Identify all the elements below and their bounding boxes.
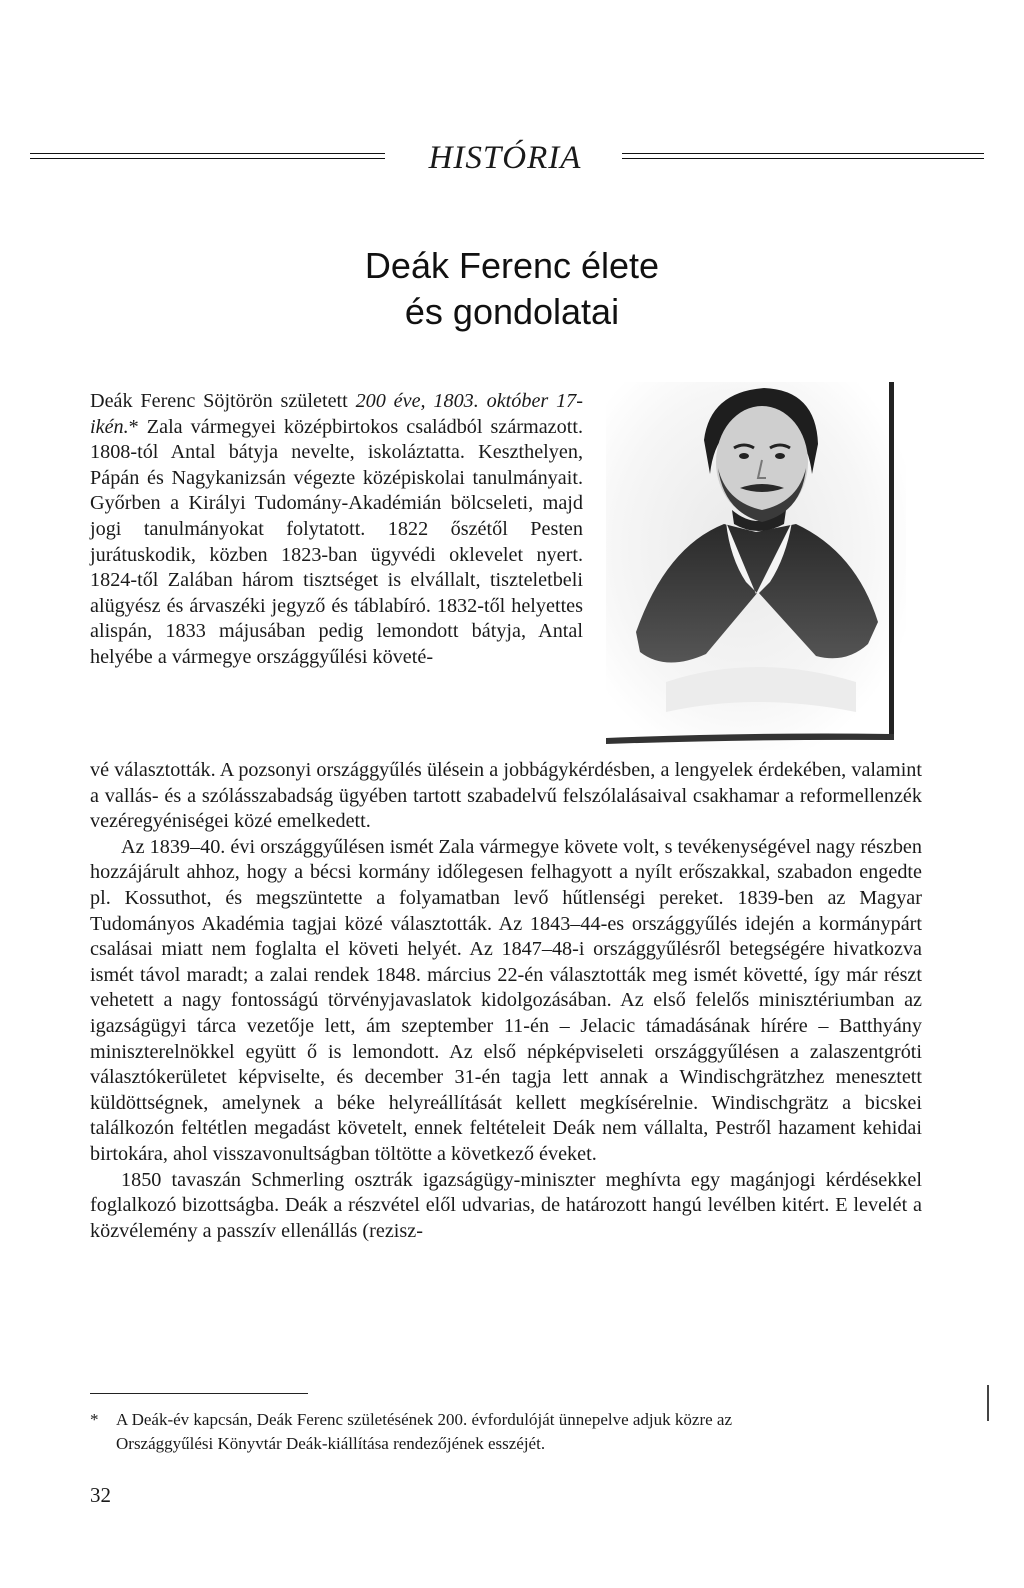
margin-mark bbox=[987, 1385, 989, 1421]
footnote-separator bbox=[90, 1393, 308, 1394]
paragraph-1-continued: vé választották. A pozsonyi országgyűlés ülésein a jobbágykérdésben, a lengyelek érdekében, valamint a vallás- és a szólásszabadság ügyében tartott szabadelvű felszólalásaival csakhamar a reformellenzék vezéregyéniségei közé emelkedett. bbox=[90, 759, 922, 833]
portrait-engraving bbox=[606, 382, 906, 750]
title-line-2: és gondolatai bbox=[404, 291, 620, 332]
intro-lead: Deák Ferenc Söjtörön született bbox=[90, 390, 356, 412]
running-header bbox=[30, 138, 990, 178]
footnote bbox=[90, 1408, 922, 1456]
paragraph-3: 1850 tavaszán Schmerling osztrák igazságügy-miniszter meghívta egy magánjogi kérdésekkel foglalkozó bizottságba. Deák a részvétel elől udvarias, de határozott hangú levélben kitért. E levelét a közvélemény a passzív ellenállás (rezisz- bbox=[90, 1168, 922, 1242]
footnote-line-1: A Deák-év kapcsán, Deák Ferenc születésének 200. évfordulóját ünnepelve adjuk közre az bbox=[116, 1410, 732, 1429]
birth-date: 200 éve, 1803. október 17-ikén. bbox=[90, 390, 583, 438]
footnote-reference: * bbox=[128, 415, 139, 438]
page-number: 32 bbox=[90, 1483, 111, 1507]
article-title bbox=[0, 243, 1024, 335]
paragraph-2: Az 1839–40. évi országgyűlésen ismét Zala vármegye követe volt, s tevékenységével nagy részben hozzájárult ahhoz, hogy a bécsi kormány időlegesen felhagyott a nyílt erőszakkal, szabadon engedte pl. Kossuthot, és megszüntette a folyamatban levő hűtlenségi pereket. 1839-ben az Magyar Tudományos Akadémia tagjai közé választották. Az 1843–44-es országgyűlés idején a kormánypárt csalásai miatt nem foglalta el követi helyét. Az 1847–48-i országgyűlésről betegségére hivatkozva ismét távol maradt; a zalai rendek 1848. március 22-én választották meg ismét követté, így már részt vehetett a nagy fontosságú törvényjavaslatok kidolgozásában. Az első felelős minisztériumban az igazságügyi tárca vezetője lett, ám szeptember 11-én – Jelacic támadásának hírére – Batthyány miniszterelnökkel együtt ő is lemondott. Az első népképviseleti országgyűlésen a zalaszentgróti választókerületet képviselte, és december 31-én tagja lett annak a Windischgrätzhez menesztett küldöttségnek, amelynek a béke helyreállítását kellett megkísérelnie. Windischgrätz a bicskei találkozón feltétlen megadást követelt, ennek feltételeit Deák nem vállalta, Pestről hazament kehidai birtokára, ahol visszavonultságban töltötte a következő éveket. bbox=[90, 835, 922, 1165]
header-rule-left bbox=[30, 153, 385, 161]
footnote-mark: * bbox=[90, 1410, 99, 1429]
portrait-image bbox=[606, 382, 906, 750]
main-text bbox=[90, 758, 922, 1244]
section-name: HISTÓRIA bbox=[428, 140, 582, 176]
title-line-1: Deák Ferenc élete bbox=[364, 245, 660, 286]
intro-text: Zala vármegyei középbirtokos családból származott. 1808-tól Antal bátyja nevelte, iskoláztatta. Keszthelyen, Pápán és Nagykanizsán végezte középiskolai tanulmányait. Győrben a Királyi Tudomány-Akadémián bölcseleti, majd jogi tanulmányokat folytatott. 1822 őszétől Pesten jurátuskodik, közben 1823-ban ügyvédi oklevelet nyert. 1824-től Zalában három tisztséget is elvállalt, tiszteletbeli alügyész és árvaszéki jegyző és táblabíró. 1832-től helyettes alispán, 1833 májusában pedig lemondott bátyja, Antal helyébe a vármegye országgyűlési követé- bbox=[90, 415, 583, 668]
footnote-line-2: Országgyűlési Könyvtár Deák-kiállítása rendezőjének esszéjét. bbox=[116, 1434, 546, 1453]
intro-paragraph bbox=[90, 389, 583, 671]
header-rule-right bbox=[622, 153, 984, 161]
